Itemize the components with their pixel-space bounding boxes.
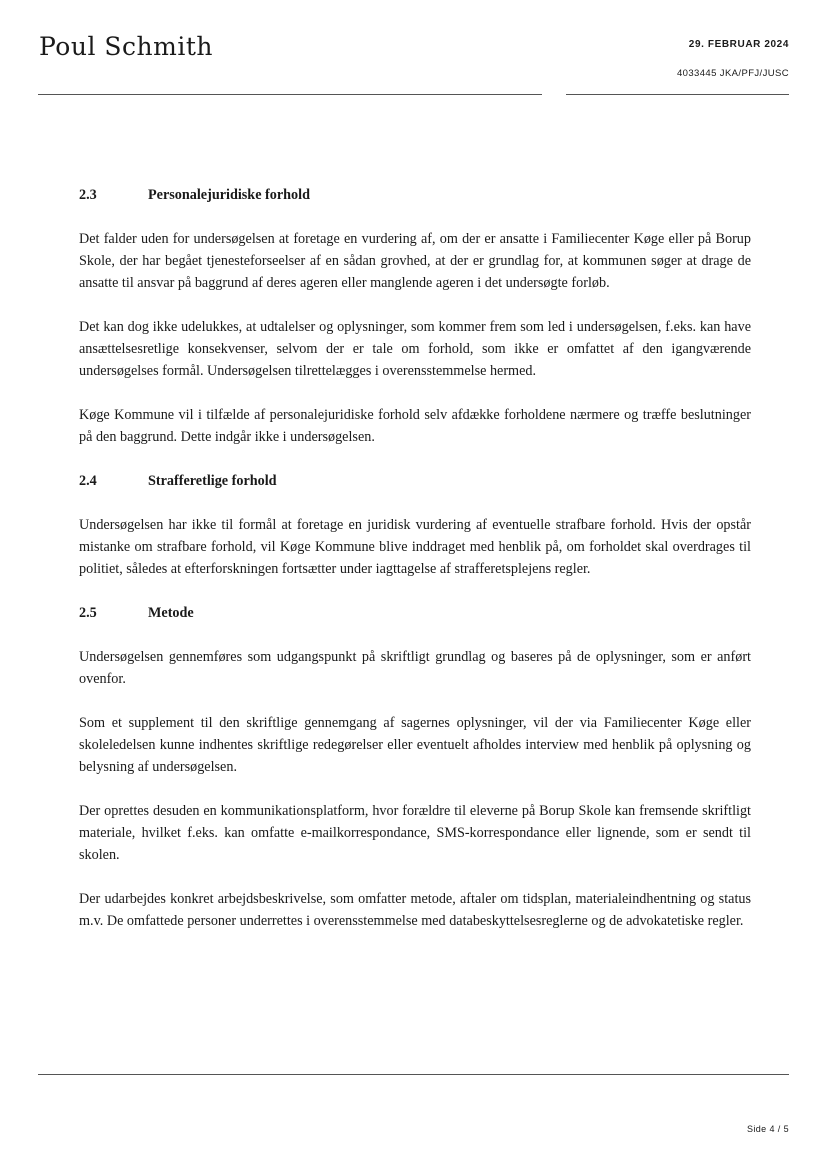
document-body (79, 184, 751, 954)
section-title: Strafferetlige forhold (148, 473, 277, 489)
section-number: 2.4 (79, 473, 97, 489)
document-reference: 4033445 JKA/PFJ/JUSC (676, 68, 789, 79)
section-number: 2.3 (79, 187, 97, 203)
paragraph: Der udarbejdes konkret arbejdsbeskrivelse, som omfatter metode, aftaler om tidsplan, materialeindhentning og status m.v. De omfattede personer underrettes i overensstemmelse med databeskyttelsesreglerne og de advokatetiske regler. (79, 891, 751, 929)
section-heading (79, 470, 751, 492)
section-2-4 (79, 470, 751, 580)
paragraph: Det falder uden for undersøgelsen at foretage en vurdering af, om der er ansatte i Familiecenter Køge eller på Borup Skole, der har begået tjenesteforseelser af en sådan grovhed, at der er grundlag for, at kommunen søger at drage de ansatte til ansvar på baggrund af deres ageren eller manglende ageren i det undersøgte forløb. (79, 231, 751, 291)
section-2-3 (79, 184, 751, 448)
section-heading (79, 184, 751, 206)
paragraph: Som et supplement til den skriftlige gennemgang af sagernes oplysninger, vil der via Familiecenter Køge eller skoleledelsen kunne indhentes skriftlige redegørelser eller eventuelt afholdes interview med henblik på oplysning og belysning af undersøgelsen. (79, 715, 751, 775)
page-number: Side 4 / 5 (746, 1124, 789, 1134)
section-heading (79, 602, 751, 624)
section-2-5 (79, 602, 751, 932)
footer-divider (38, 1074, 789, 1075)
paragraph: Køge Kommune vil i tilfælde af personalejuridiske forhold selv afdække forholdene nærmere og træffe beslutninger på den baggrund. Dette indgår ikke i undersøgelsen. (79, 407, 751, 445)
section-title: Metode (148, 605, 194, 621)
header-divider-left (38, 94, 542, 95)
document-date: 29. FEBRUAR 2024 (688, 39, 789, 50)
section-title: Personalejuridiske forhold (148, 187, 310, 203)
firm-logo: Poul Schmith (39, 32, 213, 61)
section-number: 2.5 (79, 605, 97, 621)
paragraph: Undersøgelsen har ikke til formål at foretage en juridisk vurdering af eventuelle strafbare forhold. Hvis der opstår mistanke om strafbare forhold, vil Køge Kommune blive inddraget med henblik på, om forholdet skal overdrages til politiet, således at efterforskningen fortsætter under iagttagelse af strafferetsplejens regler. (79, 517, 751, 577)
header-divider-right (566, 94, 789, 95)
paragraph: Der oprettes desuden en kommunikationsplatform, hvor forældre til eleverne på Borup Skole kan fremsende skriftligt materiale, hvilket f.eks. kan omfatte e-mailkorrespondance, SMS-korrespondance eller lignende, som er sendt til skolen. (79, 803, 751, 863)
paragraph: Det kan dog ikke udelukkes, at udtalelser og oplysninger, som kommer frem som led i undersøgelsen, f.eks. kan have ansættelsesretlige konsekvenser, selvom der er tale om forhold, som ikke er omfattet af den igangværende undersøgelses formål. Undersøgelsen tilrettelægges i overensstemmelse hermed. (79, 319, 751, 379)
paragraph: Undersøgelsen gennemføres som udgangspunkt på skriftligt grundlag og baseres på de oplysninger, som er anført ovenfor. (79, 649, 751, 687)
